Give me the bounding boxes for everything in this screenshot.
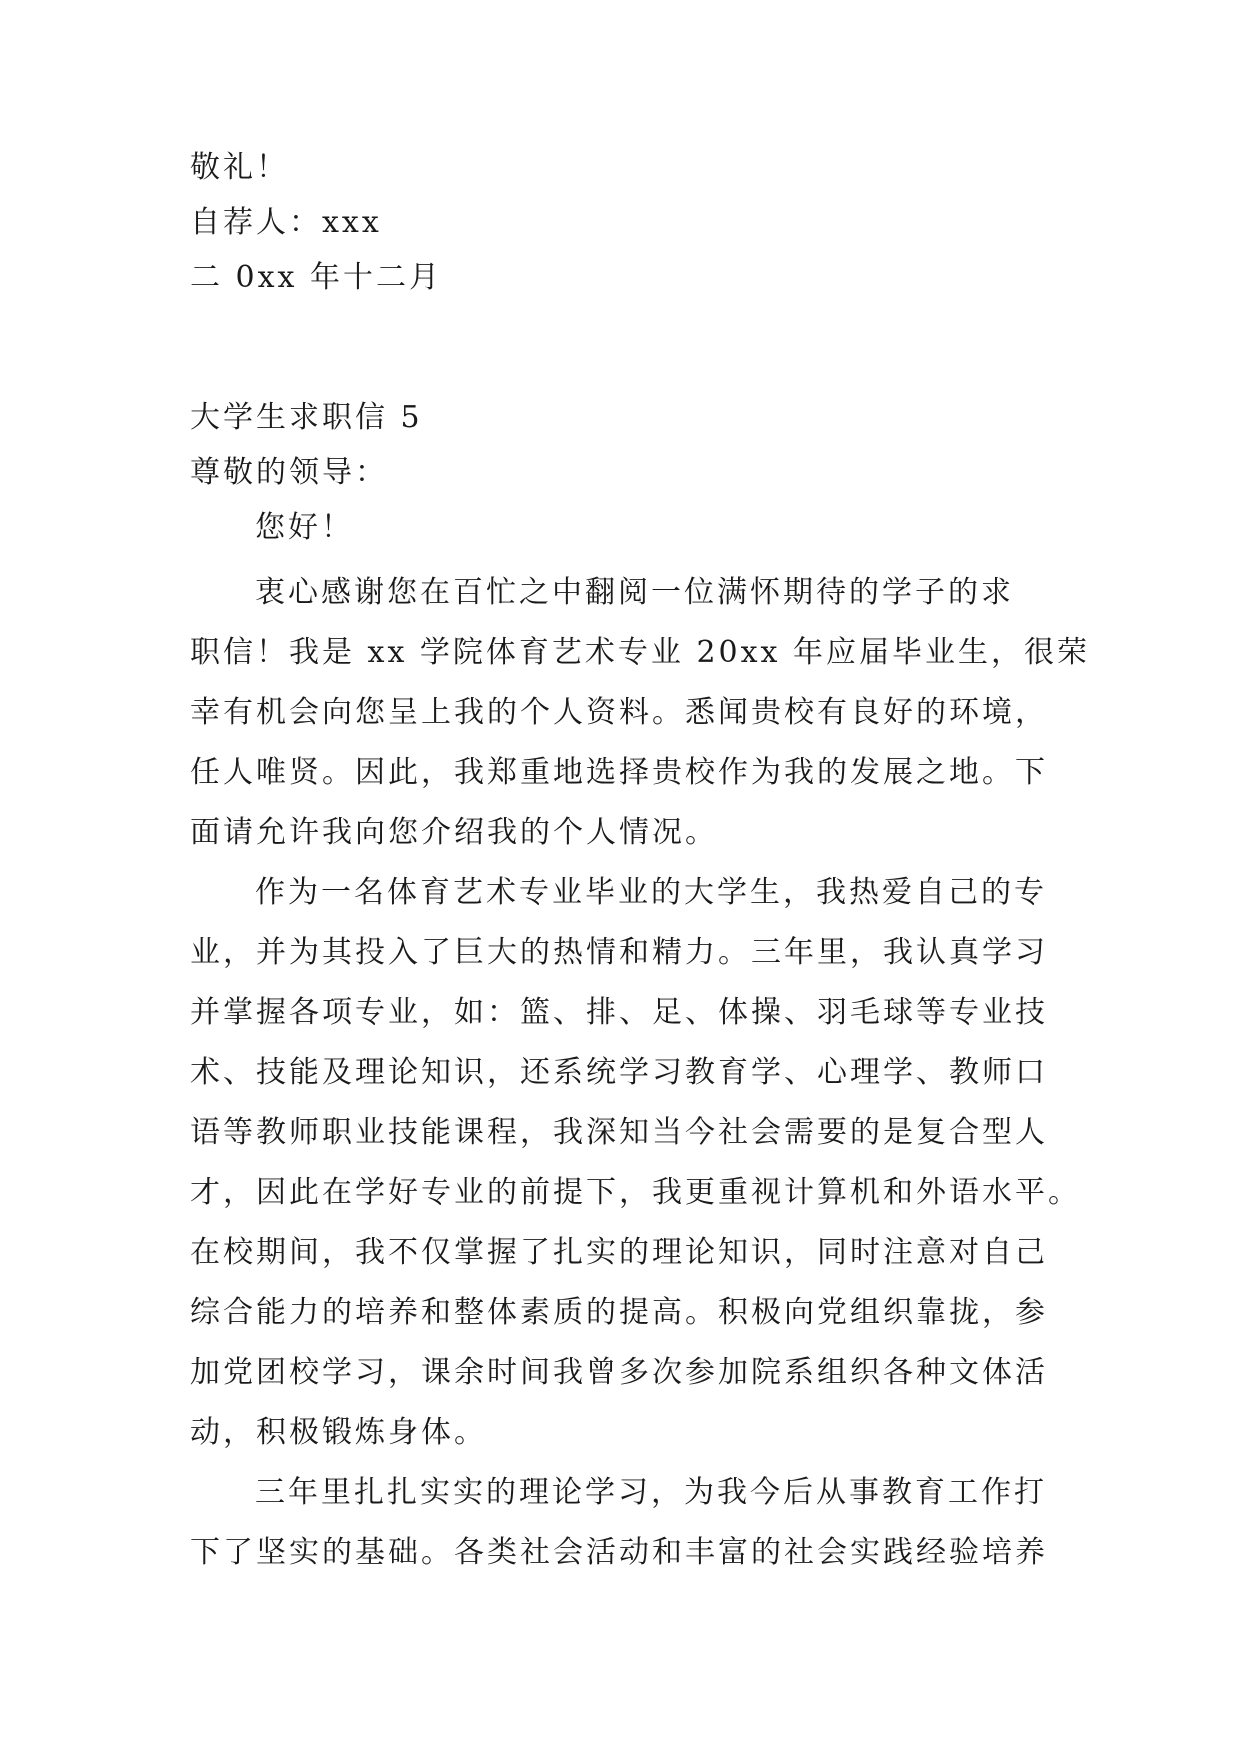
closing-salute: 敬礼！	[190, 150, 289, 185]
paragraph-line: 幸有机会向您呈上我的个人资料。悉闻贵校有良好的环境，	[190, 695, 1048, 730]
paragraph-line: 在校期间，我不仅掌握了扎实的理论知识，同时注意对自己	[190, 1235, 1048, 1270]
paragraph-line: 综合能力的培养和整体素质的提高。积极向党组织靠拢，参	[190, 1295, 1048, 1330]
letter-greeting: 尊敬的领导：	[190, 455, 388, 490]
paragraph-line: 任人唯贤。因此，我郑重地选择贵校作为我的发展之地。下	[190, 755, 1048, 790]
letter-hello: 您好！	[255, 510, 354, 545]
paragraph-line: 衷心感谢您在百忙之中翻阅一位满怀期待的学子的求	[255, 575, 1014, 610]
paragraph-line: 三年里扎扎实实的理论学习，为我今后从事教育工作打	[255, 1475, 1047, 1510]
paragraph-line: 并掌握各项专业，如：篮、排、足、体操、羽毛球等专业技	[190, 995, 1048, 1030]
paragraph-line: 作为一名体育艺术专业毕业的大学生，我热爱自己的专	[255, 875, 1047, 910]
paragraph-line: 才，因此在学好专业的前提下，我更重视计算机和外语水平。	[190, 1175, 1081, 1210]
letter-title: 大学生求职信 5	[190, 400, 423, 435]
paragraph-line: 下了坚实的基础。各类社会活动和丰富的社会实践经验培养	[190, 1535, 1048, 1570]
paragraph-line: 业，并为其投入了巨大的热情和精力。三年里，我认真学习	[190, 935, 1048, 970]
closing-signer: 自荐人：xxx	[190, 205, 382, 240]
paragraph-line: 加党团校学习，课余时间我曾多次参加院系组织各种文体活	[190, 1355, 1048, 1390]
closing-date: 二 0xx 年十二月	[190, 260, 442, 295]
paragraph-line: 术、技能及理论知识，还系统学习教育学、心理学、教师口	[190, 1055, 1048, 1090]
paragraph-line: 语等教师职业技能课程，我深知当今社会需要的是复合型人	[190, 1115, 1048, 1150]
paragraph-line: 动，积极锻炼身体。	[190, 1415, 487, 1450]
paragraph-line: 面请允许我向您介绍我的个人情况。	[190, 815, 718, 850]
paragraph-line: 职信！我是 xx 学院体育艺术专业 20xx 年应届毕业生，很荣	[190, 635, 1090, 670]
